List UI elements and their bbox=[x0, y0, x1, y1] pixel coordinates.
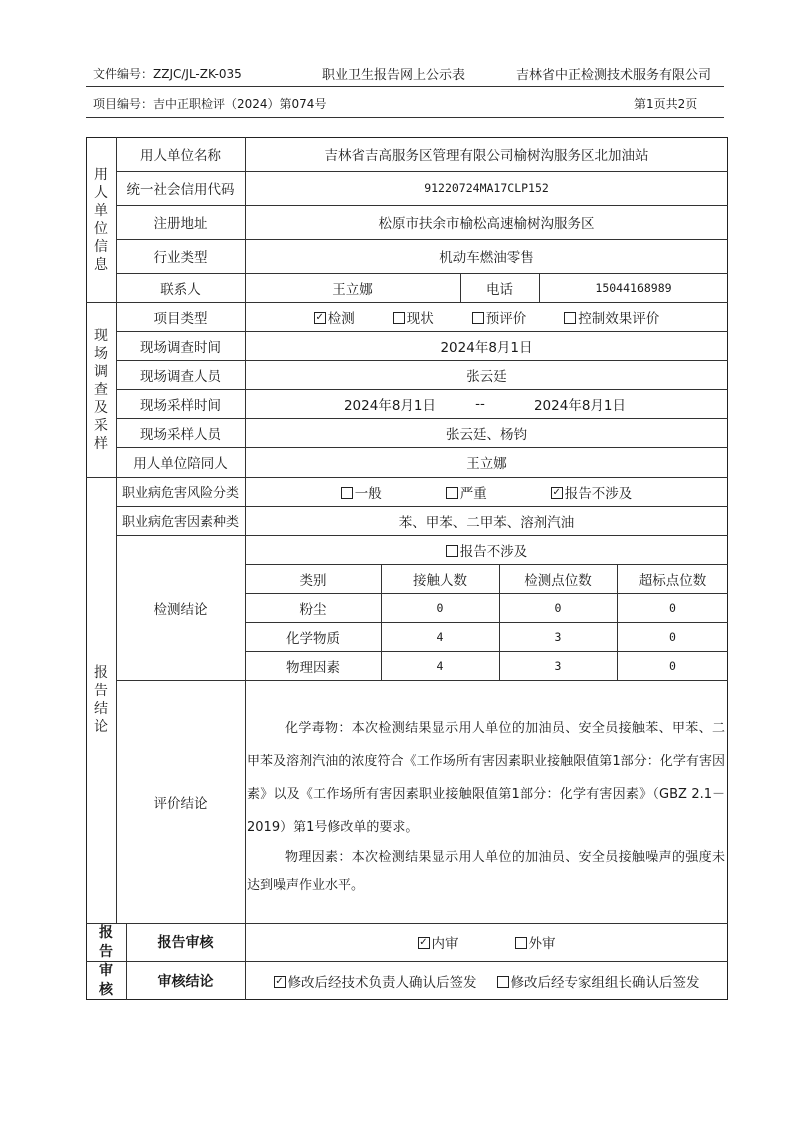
table-cell: 4 bbox=[436, 629, 444, 644]
credit-code: 91220724MA17CLP152 bbox=[424, 181, 549, 195]
option-internal-review[interactable] bbox=[418, 932, 459, 952]
surveyors: 张云廷 bbox=[466, 368, 507, 385]
table-cell: 0 bbox=[669, 600, 676, 615]
header-rule bbox=[86, 86, 724, 87]
option-label: 报告不涉及 bbox=[459, 543, 528, 560]
category-conclusion: 报 告 结 论 bbox=[94, 665, 108, 735]
sampling-time-label: 现场采样时间 bbox=[140, 397, 221, 414]
option-label: 控制效果评价 bbox=[578, 310, 660, 327]
table-cell: 化学物质 bbox=[286, 630, 340, 647]
option-not-involved[interactable] bbox=[551, 482, 633, 502]
option-label: 预评价 bbox=[485, 310, 527, 327]
detection-label: 检测结论 bbox=[153, 601, 208, 618]
evaluation-text bbox=[247, 712, 725, 900]
checkbox-checked-icon: ✓ bbox=[419, 937, 428, 948]
sampling-start: 2024年8月1日 bbox=[343, 397, 437, 414]
table-cell: 物理因素 bbox=[286, 659, 340, 676]
option-control-effect[interactable] bbox=[564, 307, 659, 327]
option-label: 外审 bbox=[528, 936, 556, 952]
document-title: 职业卫生报告网上公示表 bbox=[322, 68, 466, 83]
category-review: 报 告 审 核 bbox=[99, 924, 113, 998]
table-header: 超标点位数 bbox=[638, 572, 707, 589]
samplers: 张云廷、杨钧 bbox=[446, 426, 527, 443]
checkbox-empty-icon bbox=[497, 976, 509, 988]
survey-time-label: 现场调查时间 bbox=[140, 339, 221, 356]
checkbox-checked-icon: ✓ bbox=[315, 311, 324, 323]
project-type-label: 项目类型 bbox=[153, 310, 208, 327]
option-label: 一般 bbox=[354, 485, 382, 502]
review-label: 报告审核 bbox=[157, 935, 214, 951]
survey-time: 2024年8月1日 bbox=[440, 339, 533, 356]
table-header: 检测点位数 bbox=[524, 572, 592, 589]
checkbox-empty-icon bbox=[341, 487, 353, 499]
option-pre-evaluation[interactable] bbox=[472, 307, 527, 327]
address-label: 注册地址 bbox=[153, 216, 208, 232]
option-expert-sign[interactable] bbox=[497, 971, 700, 991]
option-detection[interactable] bbox=[314, 307, 355, 327]
checkbox-empty-icon bbox=[564, 312, 576, 324]
option-general[interactable] bbox=[341, 482, 382, 502]
contact-name: 王立娜 bbox=[332, 281, 373, 298]
table-cell: 4 bbox=[436, 658, 444, 673]
option-label: 检测 bbox=[327, 310, 355, 327]
sampling-separator: -- bbox=[475, 395, 485, 412]
table-cell: 0 bbox=[554, 600, 562, 615]
option-label: 严重 bbox=[459, 485, 487, 502]
option-label: 现状 bbox=[406, 310, 434, 327]
table-header: 接触人数 bbox=[413, 572, 467, 589]
page-number: 第1页共2页 bbox=[634, 97, 698, 111]
option-label: 报告不涉及 bbox=[564, 485, 633, 502]
phone-label: 电话 bbox=[486, 281, 513, 298]
employer-name-label: 用人单位名称 bbox=[140, 148, 221, 164]
category-employer-info: 用 人 单 位 信 息 bbox=[94, 166, 108, 273]
project-type-options bbox=[245, 302, 728, 331]
option-current[interactable] bbox=[393, 307, 434, 327]
employer-name: 吉林省吉高服务区管理有限公司榆树沟服务区北加油站 bbox=[324, 148, 649, 164]
evaluation-physical: 物理因素：本次检测结果显示用人单位的加油员、安全员接触噪声的强度未达到噪声作业水平。 bbox=[247, 850, 725, 893]
evaluation-chemical: 化学毒物：本次检测结果显示用人单位的加油员、安全员接触苯、甲苯、二甲苯及溶剂汽油的浓度符合《工作场所有害因素职业接触限值第1部分：化学有害因素》以及《工作场所有害因素职业接触限值第1部分：化学有害因素》（GBZ 2.1－2019）第1号修改单的要求。 bbox=[247, 721, 725, 835]
risk-options bbox=[245, 477, 728, 506]
factors-label: 职业病危害因素种类 bbox=[121, 515, 239, 530]
table-cell: 3 bbox=[554, 629, 562, 644]
table-cell: 0 bbox=[669, 629, 676, 644]
category-survey: 现 场 调 查 及 采 样 bbox=[94, 327, 108, 452]
checkbox-empty-icon bbox=[515, 937, 527, 949]
checkbox-empty-icon bbox=[393, 312, 405, 324]
table-cell: 0 bbox=[669, 658, 676, 673]
option-external-review[interactable] bbox=[515, 932, 556, 952]
checkbox-empty-icon bbox=[472, 312, 484, 324]
table-header: 类别 bbox=[299, 572, 327, 589]
companion: 王立娜 bbox=[466, 456, 507, 472]
risk-label: 职业病危害风险分类 bbox=[121, 486, 239, 501]
industry: 机动车燃油零售 bbox=[439, 250, 534, 266]
evaluation-label: 评价结论 bbox=[153, 795, 208, 812]
contact-label: 联系人 bbox=[160, 281, 201, 298]
table-cell: 0 bbox=[436, 600, 444, 615]
hazard-factors: 苯、甲苯、二甲苯、溶剂汽油 bbox=[398, 514, 575, 531]
credit-code-label: 统一社会信用代码 bbox=[126, 182, 235, 198]
project-number: 项目编号：吉中正职检评（2024）第074号 bbox=[93, 97, 327, 111]
checkbox-checked-icon: ✓ bbox=[275, 975, 284, 987]
company-name: 吉林省中正检测技术服务有限公司 bbox=[516, 68, 712, 83]
checkbox-empty-icon bbox=[446, 487, 458, 499]
detection-not-involved[interactable] bbox=[245, 535, 728, 564]
option-technical-sign[interactable] bbox=[274, 971, 477, 991]
phone-number: 15044168989 bbox=[595, 280, 672, 295]
address: 松原市扶余市榆松高速榆树沟服务区 bbox=[378, 216, 595, 232]
surveyors-label: 现场调查人员 bbox=[140, 368, 221, 385]
industry-label: 行业类型 bbox=[153, 250, 208, 266]
option-label: 内审 bbox=[431, 936, 459, 952]
sampling-end: 2024年8月1日 bbox=[533, 397, 627, 414]
option-serious[interactable] bbox=[446, 482, 487, 502]
result-options bbox=[245, 961, 728, 1000]
checkbox-empty-icon bbox=[446, 545, 458, 557]
option-label: 修改后经专家组组长确认后签发 bbox=[510, 974, 700, 991]
table-cell: 3 bbox=[554, 658, 562, 673]
table-cell: 粉尘 bbox=[299, 601, 327, 618]
companion-label: 用人单位陪同人 bbox=[133, 456, 228, 472]
checkbox-checked-icon: ✓ bbox=[552, 486, 561, 498]
file-number: 文件编号：ZZJC/JL-ZK-035 bbox=[93, 67, 242, 81]
samplers-label: 现场采样人员 bbox=[140, 426, 221, 443]
result-label: 审核结论 bbox=[157, 973, 214, 990]
option-label: 修改后经技术负责人确认后签发 bbox=[287, 974, 477, 991]
header-rule-bottom bbox=[86, 117, 724, 118]
review-options bbox=[245, 923, 728, 961]
